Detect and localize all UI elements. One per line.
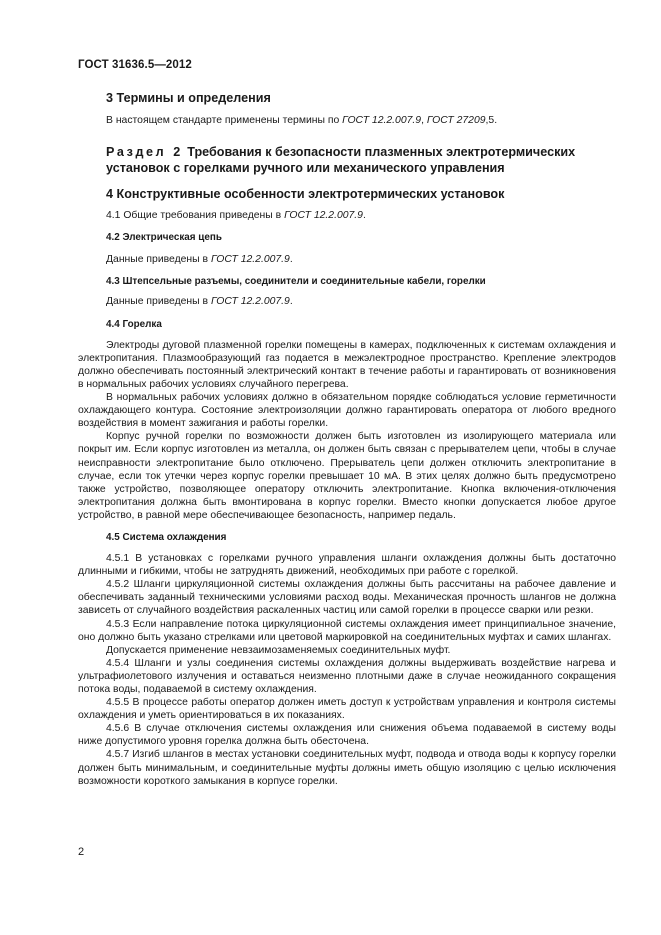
section-4-3-title: 4.3 Штепсельные разъемы, соединители и соединительные кабели, горелки: [106, 276, 486, 288]
section-4-5-paragraph: 4.5.2 Шланги циркуляционной системы охлаждения должны быть рассчитаны на рабочее давление и обеспечивать заданный техническими условиями расход воды. Механическая прочность шлангов не должна зависеть от случайного воздействия раскаленных частиц или самой горелки в процессе сварки или резки.: [78, 579, 616, 617]
section-4-4-paragraph: Корпус ручной горелки по возможности должен быть изготовлен из изолирующего материала или покрыт им. Если корпус изготовлен из металла, он должен быть связан с прерывателем цепи, чтобы в случае неисправности электропитание было отключено. Прерыватель цепи должен отключить электропитание в случае, если ток утечки через корпус горелки превышает 10 мА. В этих целях должно быть предусмотрено также устройство, позволяющее оператору отключить электропитание. Кнопка включения-отключения электропитания должна быть вмонтирована в корпус горелки. Вместо кнопки допускается любое другое устройство, в равной мере обеспечивающее безопасность, например педаль.: [78, 431, 616, 521]
section-4-5-paragraph: 4.5.3 Если направление потока циркуляционной системы охлаждения имеет принципиальное значение, оно должно быть указано стрелками или цветовой маркировкой на соединительных муфтах и самих шлангах.: [78, 618, 616, 643]
section-4-2-text: Данные приведены в ГОСТ 12.2.007.9.: [106, 254, 293, 266]
doc-body: [78, 90, 616, 788]
section-3-text: В настоящем стандарте применены термины по ГОСТ 12.2.007.9, ГОСТ 27209,5.: [106, 115, 498, 126]
doc-header: ГОСТ 31636.5—2012: [78, 59, 192, 71]
razdel-2-title: Раздел 2 Требования к безопасности плазменных электротермических установок с горелками ручного или механического управления: [106, 145, 576, 176]
section-4-5-paragraph: 4.5.1 В установках с горелками ручного управления шланги охлаждения должны быть достаточно длинными и гибкими, чтобы не затруднять движений, необходимых при работе с горелкой.: [78, 553, 616, 578]
section-4-5-paragraph: 4.5.6 В случае отключения системы охлаждения или снижения объема подаваемой в систему воды ниже допустимого уровня горелка должна быть обесточена.: [78, 723, 616, 748]
section-4-5-title: 4.5 Система охлаждения: [106, 531, 227, 543]
section-4-2-title: 4.2 Электрическая цепь: [106, 232, 222, 244]
section-4-title: 4 Конструктивные особенности электротермических установок: [106, 187, 505, 202]
section-4-4-title: 4.4 Горелка: [106, 318, 162, 330]
section-4-5-paragraph: 4.5.4 Шланги и узлы соединения системы охлаждения должны выдерживать воздействие нагрева и ультрафиолетового излучения и оставаться неизменно плотными даже в случае неожиданного сокращения потока воды, подаваемой в систему охлаждения.: [78, 657, 616, 695]
section-4-4-paragraph: В нормальных рабочих условиях должно в обязательном порядке соблюдаться условие герметичности охлаждающего контура. Состояние электроизоляции должно гарантировать оператора от любого вредного воздействия в момент зажигания и работы горелки.: [78, 392, 616, 430]
page-number: 2: [78, 846, 85, 858]
ref-gost-12-2-007-9: ГОСТ 12.2.007.9: [342, 115, 422, 126]
ref-gost-27209: ГОСТ 27209: [426, 115, 486, 126]
section-4-4-paragraph: Электроды дуговой плазменной горелки помещены в камерах, подключенных к системам охлаждения и электропитания. Плазмообразующий газ подается в межэлектродное пространство. Крепление электродов должно обеспечивать постоянный электрический контакт в течение работы и гарантировать от возникновения в нормальных рабочих условиях случайного перегрева.: [78, 339, 616, 390]
section-4-5-paragraph: Допускается применение невзаимозаменяемых соединительных муфт.: [106, 644, 451, 656]
section-4-5-paragraph: 4.5.7 Изгиб шлангов в местах установки соединительных муфт, подвода и отвода воды к корпусу горелки должен быть минимальным, и соединительные муфты должны иметь общую изоляцию с целью исключения возможности короткого замыкания в корпусе горелки.: [78, 749, 616, 787]
section-4-1: 4.1 Общие требования приведены в ГОСТ 12.2.007.9.: [106, 210, 366, 222]
section-4-5-paragraph: 4.5.5 В процессе работы оператор должен иметь доступ к устройствам управления и контроля системы охлаждения и уметь ориентироваться в их показаниях.: [78, 697, 616, 722]
section-3-title: 3 Термины и определения: [106, 91, 271, 105]
section-4-3-text: Данные приведены в ГОСТ 12.2.007.9.: [106, 296, 293, 308]
